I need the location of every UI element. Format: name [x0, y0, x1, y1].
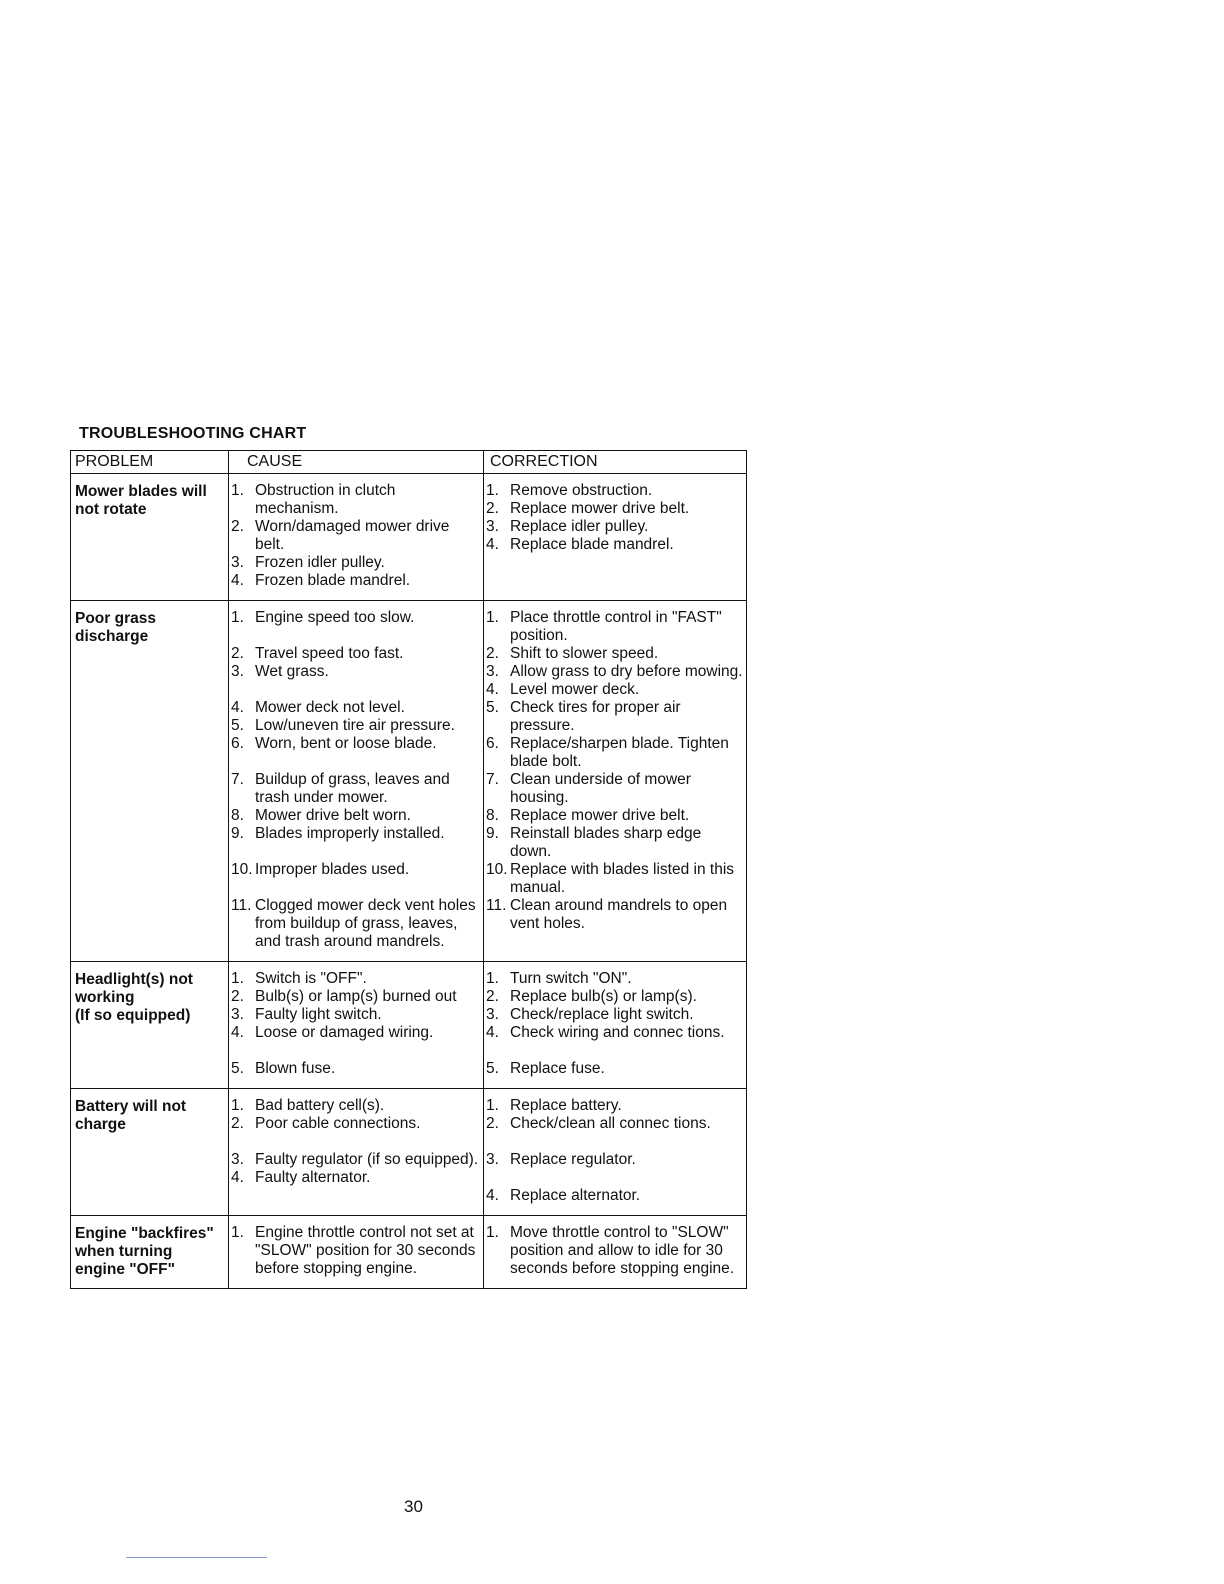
item-number: 9. — [486, 825, 499, 842]
item-number: 1. — [231, 1097, 244, 1114]
correction-list — [486, 970, 744, 1078]
item-number: 4. — [231, 572, 244, 589]
item-number: 4. — [231, 1024, 244, 1041]
list-item — [486, 1060, 744, 1078]
list-item — [231, 1060, 481, 1078]
item-number: 1. — [486, 482, 499, 499]
list-item — [231, 609, 481, 627]
item-number: 7. — [486, 771, 499, 788]
item-text: Level mower deck. — [510, 681, 640, 698]
list-item — [486, 482, 744, 500]
item-text: Wet grass. — [255, 663, 329, 680]
item-text: Turn switch "ON". — [510, 970, 632, 987]
item-number: 11. — [231, 897, 252, 914]
item-text: Frozen idler pulley. — [255, 554, 385, 571]
item-text: Obstruction in clutch mechanism. — [255, 482, 396, 517]
correction-list — [486, 1224, 744, 1278]
item-text: Low/uneven tire air pressure. — [255, 717, 455, 734]
troubleshooting-table — [70, 450, 747, 1289]
item-text: Clean underside of mower housing. — [510, 771, 691, 806]
correction-cell — [484, 1089, 747, 1216]
item-text: Mower drive belt worn. — [255, 807, 411, 824]
item-number: 1. — [486, 1224, 499, 1241]
item-text: Bad battery cell(s). — [255, 1097, 385, 1114]
item-number: 2. — [231, 518, 244, 535]
item-text: Replace with blades listed in this manual. — [510, 861, 735, 896]
item-text: Poor cable connections. — [255, 1115, 421, 1132]
problem-text: Engine "backfires" — [75, 1225, 214, 1242]
item-text: Worn, bent or loose blade. — [255, 735, 437, 752]
list-item — [486, 518, 744, 536]
item-number: 4. — [486, 1024, 499, 1041]
item-number: 2. — [231, 988, 244, 1005]
item-text: Replace fuse. — [510, 1060, 605, 1077]
list-item — [231, 1224, 481, 1278]
item-number: 11. — [486, 897, 507, 914]
item-number: 4. — [231, 1169, 244, 1186]
page-number: 30 — [404, 1497, 423, 1516]
list-item — [231, 825, 481, 843]
item-text: Bulb(s) or lamp(s) burned out — [255, 988, 457, 1005]
list-item — [486, 1187, 744, 1205]
list-item — [231, 970, 481, 988]
chart-title: TROUBLESHOOTING CHART — [79, 425, 307, 442]
list-item — [231, 663, 481, 681]
item-number: 3. — [486, 518, 499, 535]
problem-text: when turning — [75, 1243, 173, 1260]
item-text: Replace alternator. — [510, 1187, 641, 1204]
item-number: 2. — [486, 645, 499, 662]
item-number: 4. — [486, 1187, 499, 1204]
list-item — [486, 681, 744, 699]
item-text: Travel speed too fast. — [255, 645, 404, 662]
list-item — [486, 1115, 744, 1133]
correction-cell — [484, 601, 747, 962]
problem-text: discharge — [75, 628, 149, 645]
item-number: 1. — [486, 609, 499, 626]
list-item — [486, 645, 744, 663]
cause-list — [231, 1224, 481, 1278]
problem-text: (If so equipped) — [75, 1007, 191, 1024]
table-body — [71, 474, 747, 1289]
item-number: 3. — [231, 663, 244, 680]
list-item — [486, 1006, 744, 1024]
list-item — [231, 807, 481, 825]
item-text: Blown fuse. — [255, 1060, 336, 1077]
problem-text: engine "OFF" — [75, 1261, 175, 1278]
item-number: 4. — [486, 536, 499, 553]
list-item — [231, 771, 481, 807]
cause-cell — [229, 474, 484, 601]
item-number: 2. — [486, 500, 499, 517]
item-text: Clean around mandrels to open vent holes. — [510, 897, 728, 932]
item-number: 10. — [486, 861, 508, 878]
list-item — [486, 1097, 744, 1115]
list-item — [486, 1024, 744, 1042]
item-number: 5. — [486, 699, 499, 716]
item-number: 5. — [231, 717, 244, 734]
item-text: Faulty light switch. — [255, 1006, 382, 1023]
item-number: 4. — [486, 681, 499, 698]
problem-text: Mower blades will — [75, 483, 207, 500]
item-number: 1. — [231, 1224, 244, 1241]
table-row — [71, 474, 747, 601]
item-number: 3. — [231, 554, 244, 571]
cause-cell — [229, 962, 484, 1089]
item-number: 2. — [231, 645, 244, 662]
list-item — [486, 807, 744, 825]
list-item — [486, 897, 744, 933]
problem-text: working — [75, 989, 135, 1006]
list-item — [231, 735, 481, 753]
correction-cell — [484, 474, 747, 601]
list-item — [486, 735, 744, 771]
cause-list — [231, 1097, 481, 1187]
item-text: Replace idler pulley. — [510, 518, 649, 535]
item-text: Replace regulator. — [510, 1151, 636, 1168]
item-number: 3. — [486, 1006, 499, 1023]
list-item — [231, 645, 481, 663]
problem-text: Poor grass — [75, 610, 156, 627]
item-text: Loose or damaged wiring. — [255, 1024, 434, 1041]
problem-text: Battery will not — [75, 1098, 187, 1115]
item-number: 8. — [231, 807, 244, 824]
list-item — [231, 572, 481, 590]
list-item — [486, 500, 744, 518]
list-item — [231, 861, 481, 879]
item-text: Check wiring and connec tions. — [510, 1024, 725, 1041]
list-item — [486, 663, 744, 681]
list-item — [231, 518, 481, 554]
list-item — [486, 1224, 744, 1278]
list-item — [486, 825, 744, 861]
item-text: Shift to slower speed. — [510, 645, 659, 662]
cause-list — [231, 609, 481, 951]
item-text: Replace blade mandrel. — [510, 536, 674, 553]
list-item — [231, 1115, 481, 1133]
item-number: 5. — [486, 1060, 499, 1077]
item-number: 5. — [231, 1060, 244, 1077]
item-text: Check/replace light switch. — [510, 1006, 694, 1023]
item-text: Allow grass to dry before mowing. — [510, 663, 743, 680]
header-problem: PROBLEM — [71, 451, 229, 474]
item-text: Replace mower drive belt. — [510, 807, 690, 824]
cause-cell — [229, 601, 484, 962]
item-text: Replace/sharpen blade. Tighten blade bolt. — [510, 735, 729, 770]
item-number: 4. — [231, 699, 244, 716]
problem-cell — [71, 962, 229, 1089]
problem-text: not rotate — [75, 501, 147, 518]
item-number: 10. — [231, 861, 253, 878]
item-text: Blades improperly installed. — [255, 825, 445, 842]
item-text: Mower deck not level. — [255, 699, 405, 716]
item-text: Clogged mower deck vent holes from buildup of grass, leaves, and trash around mandrels. — [255, 897, 476, 950]
item-text: Frozen blade mandrel. — [255, 572, 411, 589]
list-item — [231, 1151, 481, 1169]
table-row — [71, 1089, 747, 1216]
item-text: Worn/damaged mower drive belt. — [255, 518, 450, 553]
list-item — [486, 861, 744, 897]
item-text: Improper blades used. — [255, 861, 410, 878]
item-text: Reinstall blades sharp edge down. — [510, 825, 702, 860]
correction-list — [486, 482, 744, 554]
item-text: Replace bulb(s) or lamp(s). — [510, 988, 697, 1005]
list-item — [231, 988, 481, 1006]
cause-list — [231, 482, 481, 590]
list-item — [486, 536, 744, 554]
item-number: 6. — [231, 735, 244, 752]
list-item — [231, 1097, 481, 1115]
item-text: Place throttle control in "FAST" position. — [510, 609, 722, 644]
item-number: 3. — [486, 663, 499, 680]
correction-list — [486, 609, 744, 933]
list-item — [486, 771, 744, 807]
correction-cell — [484, 962, 747, 1089]
correction-cell — [484, 1216, 747, 1289]
list-item — [231, 482, 481, 518]
list-item — [231, 717, 481, 735]
item-number: 1. — [486, 1097, 499, 1114]
table-row — [71, 962, 747, 1089]
item-number: 1. — [231, 609, 244, 626]
list-item — [486, 970, 744, 988]
problem-cell — [71, 474, 229, 601]
item-text: Switch is "OFF". — [255, 970, 367, 987]
list-item — [486, 1151, 744, 1169]
item-number: 3. — [231, 1006, 244, 1023]
item-number: 7. — [231, 771, 244, 788]
list-item — [486, 609, 744, 645]
item-number: 3. — [231, 1151, 244, 1168]
item-number: 3. — [486, 1151, 499, 1168]
list-item — [231, 554, 481, 572]
list-item — [486, 988, 744, 1006]
table-row — [71, 1216, 747, 1289]
problem-text: Headlight(s) not — [75, 971, 193, 988]
list-item — [231, 1006, 481, 1024]
item-text: Faulty regulator (if so equipped). — [255, 1151, 479, 1168]
item-text: Faulty alternator. — [255, 1169, 371, 1186]
item-text: Check tires for proper air pressure. — [510, 699, 681, 734]
header-cause: CAUSE — [229, 451, 484, 474]
item-number: 8. — [486, 807, 499, 824]
item-number: 1. — [231, 482, 244, 499]
problem-cell — [71, 601, 229, 962]
item-text: Move throttle control to "SLOW" position and allow to idle for 30 seconds before stopping engine. — [510, 1224, 735, 1277]
header-correction: CORRECTION — [484, 451, 747, 474]
item-text: Replace mower drive belt. — [510, 500, 690, 517]
item-number: 6. — [486, 735, 499, 752]
item-text: Remove obstruction. — [510, 482, 653, 499]
item-text: Replace battery. — [510, 1097, 622, 1114]
list-item — [231, 897, 481, 951]
list-item — [231, 699, 481, 717]
header-row — [71, 451, 747, 474]
correction-list — [486, 1097, 744, 1205]
problem-cell — [71, 1216, 229, 1289]
list-item — [486, 699, 744, 735]
item-number: 2. — [486, 988, 499, 1005]
item-number: 2. — [486, 1115, 499, 1132]
item-number: 1. — [231, 970, 244, 987]
problem-cell — [71, 1089, 229, 1216]
item-text: Check/clean all connec tions. — [510, 1115, 711, 1132]
cause-list — [231, 970, 481, 1078]
problem-text: charge — [75, 1116, 126, 1133]
item-text: Engine speed too slow. — [255, 609, 415, 626]
list-item — [231, 1169, 481, 1187]
list-item — [231, 1024, 481, 1042]
item-text: Engine throttle control not set at "SLOW" position for 30 seconds before stopping engine. — [255, 1224, 476, 1277]
table-row — [71, 601, 747, 962]
bottom-rule — [126, 1557, 267, 1558]
cause-cell — [229, 1216, 484, 1289]
item-number: 2. — [231, 1115, 244, 1132]
item-text: Buildup of grass, leaves and trash under mower. — [255, 771, 450, 806]
item-number: 9. — [231, 825, 244, 842]
cause-cell — [229, 1089, 484, 1216]
item-number: 1. — [486, 970, 499, 987]
